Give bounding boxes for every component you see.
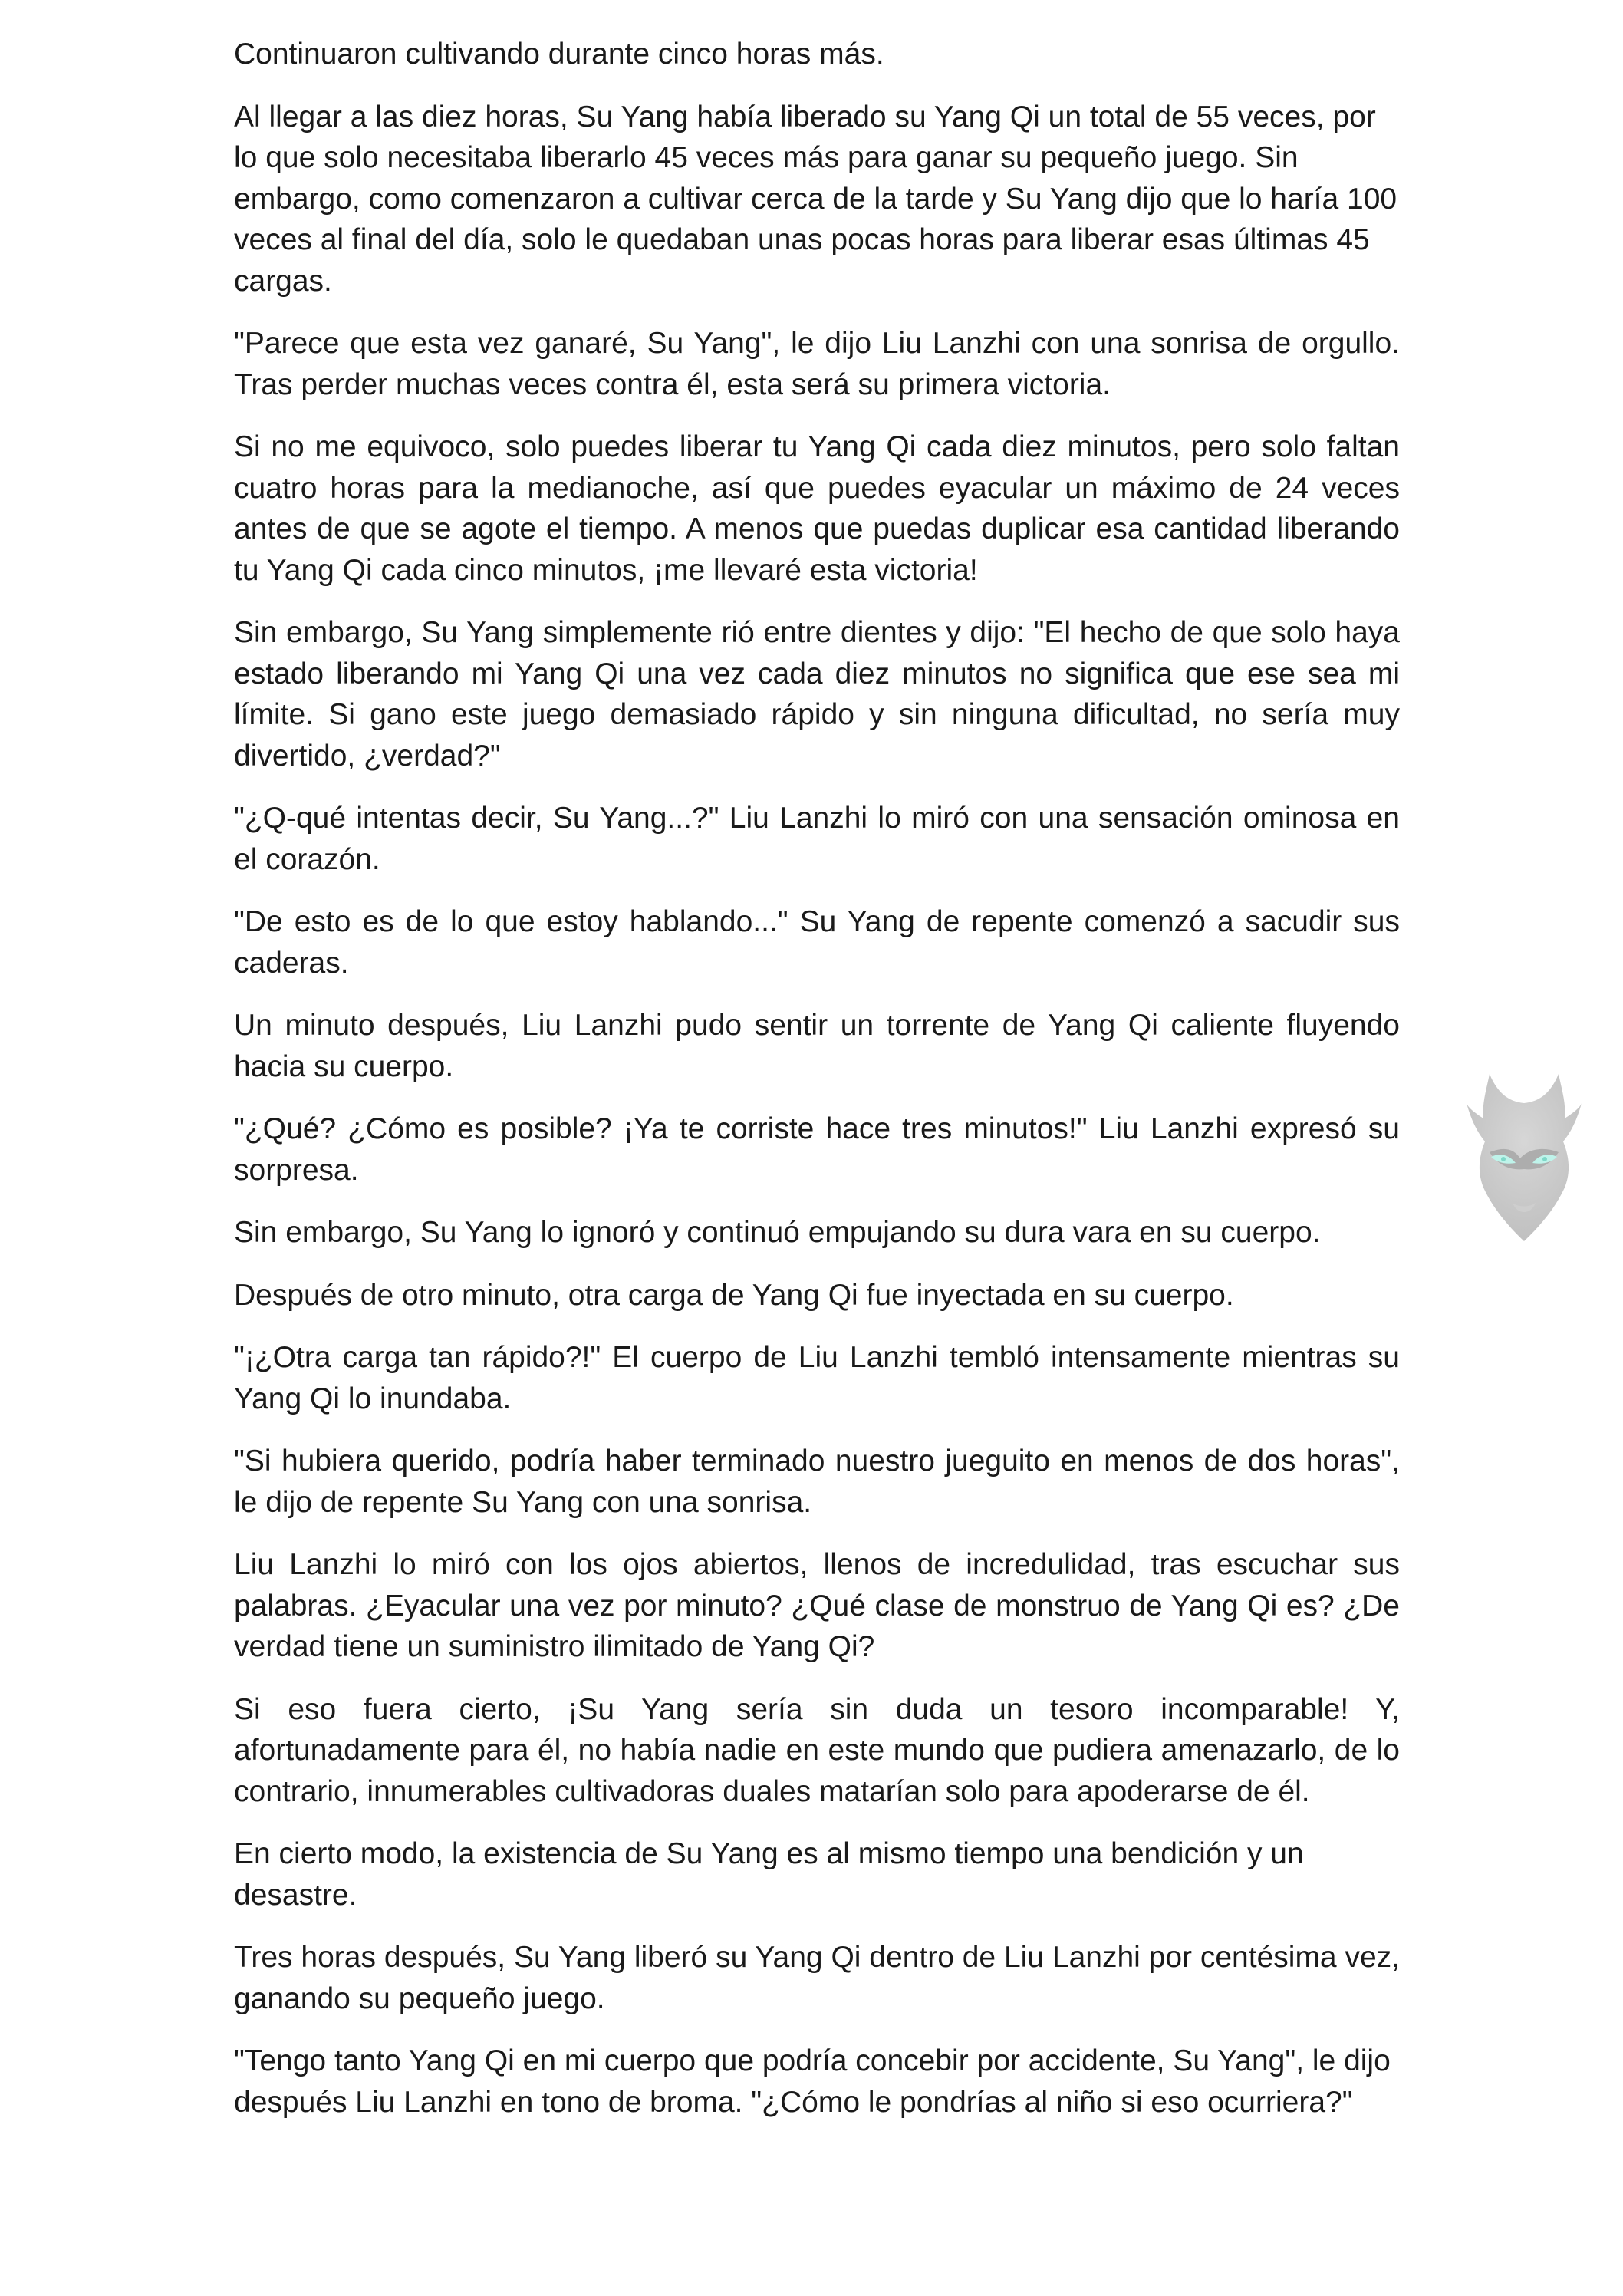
paragraph: En cierto modo, la existencia de Su Yang es al mismo tiempo una bendición y un desastre. xyxy=(234,1837,1304,1912)
document-body xyxy=(234,34,1400,2144)
paragraph: Tres horas después, Su Yang liberó su Yang Qi dentro de Liu Lanzhi por centésima vez, ganando su pequeño juego. xyxy=(234,1941,1400,2015)
paragraph: Sin embargo, Su Yang lo ignoró y continuó empujando su dura vara en su cuerpo. xyxy=(234,1216,1321,1249)
paragraph: Liu Lanzhi lo miró con los ojos abiertos, llenos de incredulidad, tras escuchar sus palabras. ¿Eyacular una vez por minuto? ¿Qué clase de monstruo de Yang Qi es? ¿De verdad tiene un suministro ilimitado de Yang Qi? xyxy=(234,1548,1400,1663)
paragraph: "De esto es de lo que estoy hablando..." Su Yang de repente comenzó a sacudir sus caderas. xyxy=(234,905,1400,980)
paragraph: Un minuto después, Liu Lanzhi pudo sentir un torrente de Yang Qi caliente fluyendo hacia su cuerpo. xyxy=(234,1009,1400,1083)
demon-head-icon xyxy=(1467,1072,1582,1243)
paragraph: "¿Qué? ¿Cómo es posible? ¡Ya te corriste hace tres minutos!" Liu Lanzhi expresó su sorpresa. xyxy=(234,1112,1400,1187)
paragraph: Después de otro minuto, otra carga de Yang Qi fue inyectada en su cuerpo. xyxy=(234,1278,1234,1312)
paragraph: "Tengo tanto Yang Qi en mi cuerpo que podría concebir por accidente, Su Yang", le dijo después Liu Lanzhi en tono de broma. "¿Cómo le pondrías al niño si eso ocurriera?" xyxy=(234,2044,1391,2119)
paragraph: Sin embargo, Su Yang simplemente rió entre dientes y dijo: "El hecho de que solo haya estado liberando mi Yang Qi una vez cada diez minutos no significa que ese sea mi límite. Si gano este juego demasiado rápido y sin ninguna dificultad, no sería muy divertido, ¿verdad?" xyxy=(234,616,1400,772)
paragraph: "Parece que esta vez ganaré, Su Yang", le dijo Liu Lanzhi con una sonrisa de orgullo. Tras perder muchas veces contra él, esta será su primera victoria. xyxy=(234,327,1400,401)
paragraph: "¡¿Otra carga tan rápido?!" El cuerpo de Liu Lanzhi tembló intensamente mientras su Yang Qi lo inundaba. xyxy=(234,1341,1400,1415)
paragraph: "Si hubiera querido, podría haber terminado nuestro jueguito en menos de dos horas", le dijo de repente Su Yang con una sonrisa. xyxy=(234,1444,1400,1519)
paragraph: Si no me equivoco, solo puedes liberar tu Yang Qi cada diez minutos, pero solo faltan cuatro horas para la medianoche, así que puedes eyacular un máximo de 24 veces antes de que se agote el tiempo. A menos que puedas duplicar esa cantidad liberando tu Yang Qi cada cinco minutos, ¡me llevaré esta victoria! xyxy=(234,430,1400,587)
paragraph: Continuaron cultivando durante cinco horas más. xyxy=(234,38,884,71)
paragraph: Si eso fuera cierto, ¡Su Yang sería sin duda un tesoro incomparable! Y, afortunadamente para él, no había nadie en este mundo que pudiera amenazarlo, de lo contrario, innumerables cultivadoras duales matarían solo para apoderarse de él. xyxy=(234,1692,1400,1808)
paragraph: "¿Q-qué intentas decir, Su Yang...?" Liu Lanzhi lo miró con una sensación ominosa en el corazón. xyxy=(234,802,1400,876)
paragraph: Al llegar a las diez horas, Su Yang había liberado su Yang Qi un total de 55 veces, por lo que solo necesitaba liberarlo 45 veces más para ganar su pequeño juego. Sin embargo, como comenzaron a cultivar cerca de la tarde y Su Yang dijo que lo haría 100 veces al final del día, solo le quedaban unas pocas horas para liberar esas últimas 45 cargas. xyxy=(234,100,1397,298)
